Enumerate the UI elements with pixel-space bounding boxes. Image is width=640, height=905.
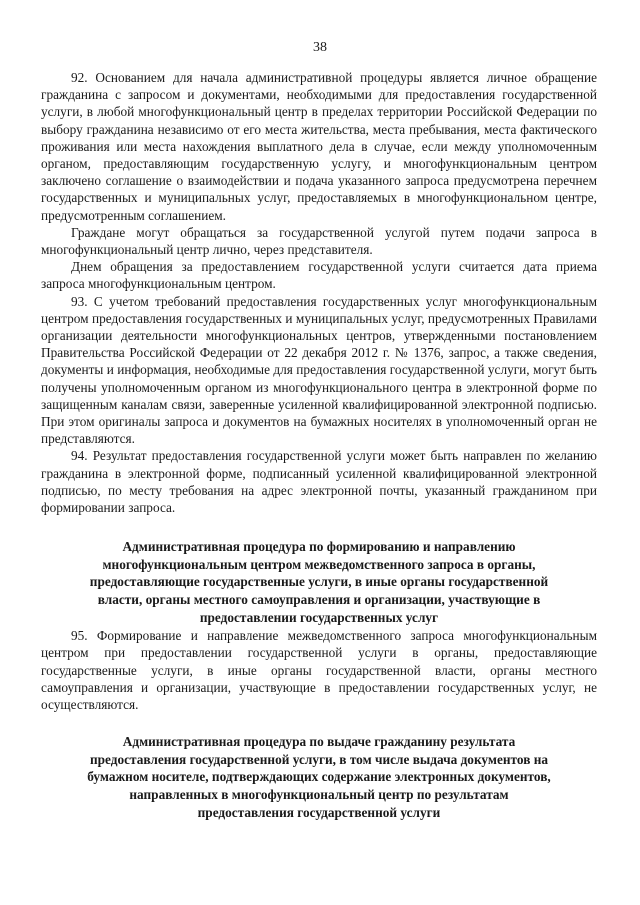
paragraph-92: 92. Основанием для начала административной процедуры является личное обращение гражданина с запросом и документами, необходимыми для предоставления государственной услуги, в любой многофункциональный центр в пределах территории Российской Федерации по выбору гражданина независимо от его места жительства, места пребывания, места фактического проживания или места нахождения выплатного дела в случае, если между уполномоченным органом, предоставляющим государственную услугу, и многофункциональным центром заключено соглашение о взаимодействии и подача указанного запроса предусмотрена перечнем государственных и муниципальных услуг, предоставляемых в многофункциональном центре, предусмотренным соглашением. xyxy=(41,70,597,223)
spacer xyxy=(41,713,597,733)
document-body xyxy=(41,69,597,821)
paragraph-93: 93. С учетом требований предоставления государственных услуг многофункциональным центром предоставления государственных и муниципальных услуг, предусмотренных Правилами организации деятельности многофункциональных центров, утвержденными постановлением Правительства Российской Федерации от 22 декабря 2012 г. № 1376, запрос, а также сведения, документы и информация, необходимые для предоставления государственной услуги, могут быть получены уполномоченным органом из многофункционального центра в электронной форме по защищенным каналам связи, заверенные усиленной квалифицированной электронной подписью. При этом оригиналы запроса и документов на бумажных носителях в уполномоченный орган не представляются. xyxy=(41,293,597,447)
page-number: 38 xyxy=(313,40,327,55)
paragraph-94: 94. Результат предоставления государственной услуги может быть направлен по желанию гражданина в электронной форме, подписанный усиленной квалифицированной электронной подписью, по месту требования на адрес электронной почты, указанный гражданином при формировании запроса. xyxy=(41,448,597,516)
section-heading-interagency-request: Административная процедура по формированию и направлению многофункциональным центром межведомственного запроса в органы, предоставляющие государственные услуги, в иные органы государственной власти, органы местного самоуправления и организации, участвующие в предоставлении государственных услуг xyxy=(89,539,549,625)
paragraph-citizens-apply: Граждане могут обращаться за государственной услугой путем подачи запроса в многофункциональный центр лично, через представителя. xyxy=(41,224,597,258)
spacer xyxy=(41,516,597,538)
section-heading-result-issuance: Административная процедура по выдаче гражданину результата предоставления государственной услуги, в том числе выдача документов на бумажном носителе, подтверждающих содержание электронных документов, направленных в многофункциональный центр по результатам предоставления государственной услуги xyxy=(87,734,551,820)
paragraph-95: 95. Формирование и направление межведомственного запроса многофункциональным центром при предоставлении государственной услуги в органы, предоставляющие государственные услуги, в иные органы государственной власти, органы местного самоуправления и организации, участвующие в предоставлении государственных услуг, не осуществляются. xyxy=(41,628,597,713)
paragraph-request-date: Днем обращения за предоставлением государственной услуги считается дата приема запроса многофункциональным центром. xyxy=(41,259,597,292)
